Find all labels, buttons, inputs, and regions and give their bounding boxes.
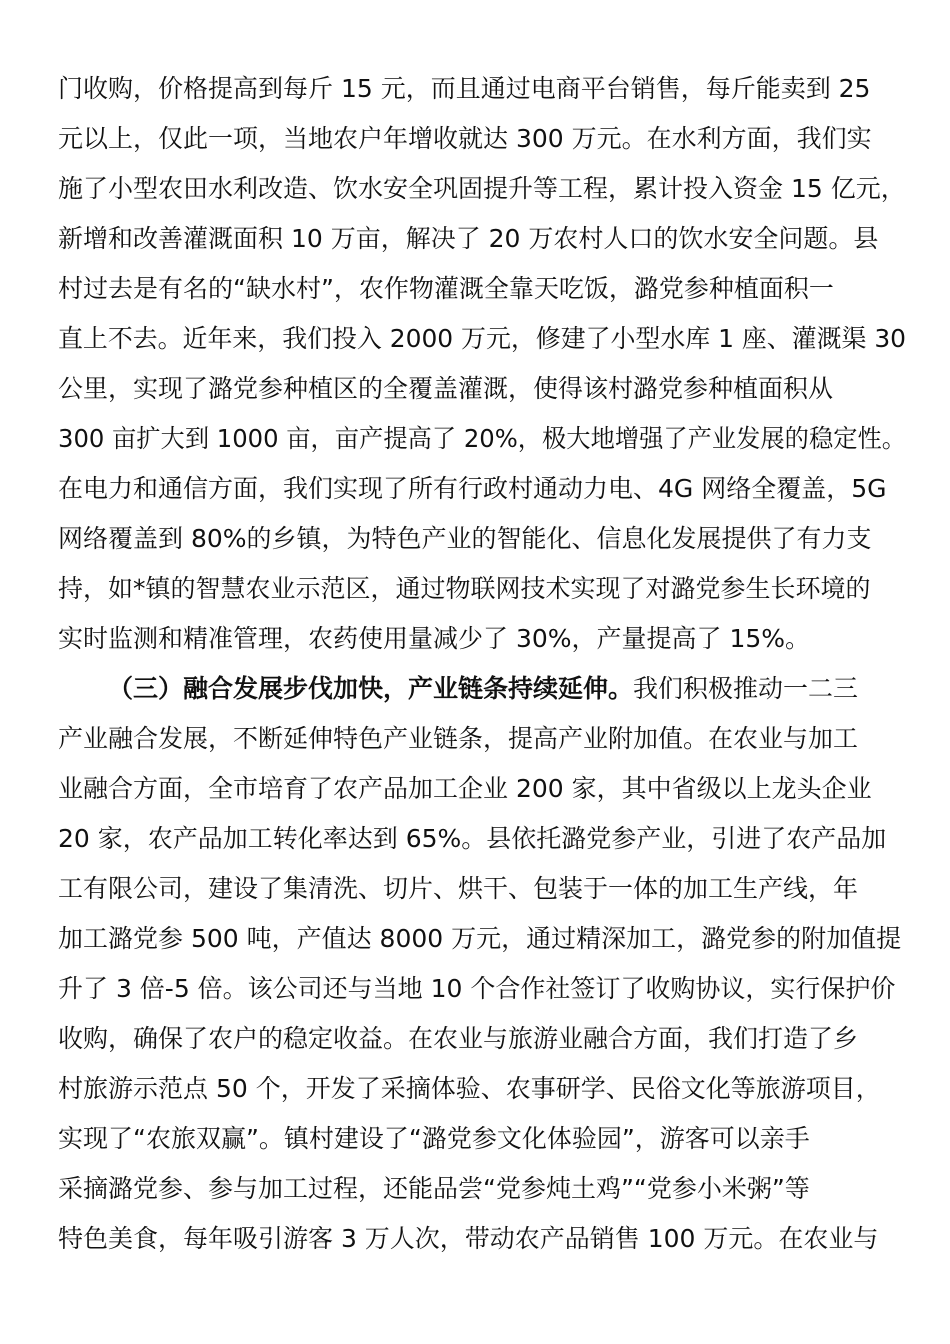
text-line [58,514,906,564]
text-line [58,564,906,614]
text-line [58,1164,906,1214]
text-line [58,1014,906,1064]
text-line-content: 门收购，价格提高到每斤 15 元，而且通过电商平台销售，每斤能卖到 25 [58,74,871,103]
text-line-content: 网络覆盖到 80%的乡镇，为特色产业的智能化、信息化发展提供了有力支 [58,524,872,553]
text-line [58,464,906,514]
text-line-content: 新增和改善灌溉面积 10 万亩，解决了 20 万农村人口的饮水安全问题。县 [58,224,879,253]
text-line-content: 产业融合发展，不断延伸特色产业链条，提高产业附加值。在农业与加工 [58,724,859,753]
text-line-content: 业融合方面，全市培育了农产品加工企业 200 家，其中省级以上龙头企业 [58,774,872,803]
text-line-content: 工有限公司，建设了集清洗、切片、烘干、包装于一体的加工生产线，年 [58,874,859,903]
text-line-content: 在电力和通信方面，我们实现了所有行政村通动力电、4G 网络全覆盖，5G [58,474,887,503]
text-line-content: 加工潞党参 500 吨，产值达 8000 万元，通过精深加工，潞党参的附加值提 [58,924,902,953]
text-line-content: 采摘潞党参、参与加工过程，还能品尝“党参炖土鸡”“党参小米粥”等 [58,1174,810,1203]
text-line-content: 直上不去。近年来，我们投入 2000 万元，修建了小型水库 1 座、灌溉渠 30 [58,324,907,353]
text-line-content: 元以上，仅此一项，当地农户年增收就达 300 万元。在水利方面，我们实 [58,124,872,153]
text-line [58,964,906,1014]
text-line-content: 实时监测和精准管理，农药使用量减少了 30%，产量提高了 15%。 [58,624,811,653]
text-line [58,1214,906,1264]
text-line [58,914,906,964]
text-line [58,664,906,714]
text-line [58,314,906,364]
text-line-content: 施了小型农田水利改造、饮水安全巩固提升等工程，累计投入资金 15 亿元， [58,174,906,203]
document-page [58,64,906,1264]
text-line [58,1064,906,1114]
text-line-content: 20 家，农产品加工转化率达到 65%。县依托潞党参产业，引进了农产品加 [58,824,887,853]
text-line [58,64,906,114]
paragraph-first-line [108,664,858,714]
text-line [58,114,906,164]
text-line-content: 村旅游示范点 50 个，开发了采摘体验、农事研学、民俗文化等旅游项目， [58,1074,881,1103]
text-line [58,164,906,214]
text-line [58,364,906,414]
text-line-content: 我们积极推动一二三 [633,674,859,703]
text-line-content: 升了 3 倍-5 倍。该公司还与当地 10 个合作社签订了收购协议，实行保护价 [58,974,896,1003]
paragraph-infrastructure [58,64,906,664]
text-line [58,214,906,264]
text-line [58,764,906,814]
text-line-content: 村过去是有名的“缺水村”，农作物灌溉全靠天吃饭，潞党参种植面积一 [58,274,834,303]
text-line-content: 特色美食，每年吸引游客 3 万人次，带动农产品销售 100 万元。在农业与 [58,1224,879,1253]
text-line [58,864,906,914]
text-line [58,414,906,464]
text-line [58,264,906,314]
text-line [58,814,906,864]
text-line [58,1114,906,1164]
text-line [58,614,906,664]
section-heading: （三）融合发展步伐加快，产业链条持续延伸。 [108,674,634,703]
text-line-content: 300 亩扩大到 1000 亩，亩产提高了 20%，极大地增强了产业发展的稳定性。 [58,424,907,453]
text-line-content: 公里，实现了潞党参种植区的全覆盖灌溉，使得该村潞党参种植面积从 [58,374,834,403]
text-line-content: 收购，确保了农户的稳定收益。在农业与旅游业融合方面，我们打造了乡 [58,1024,859,1053]
text-line-content: 实现了“农旅双赢”。镇村建设了“潞党参文化体验园”，游客可以亲手 [58,1124,810,1153]
text-line [58,714,906,764]
text-line-content: 持，如*镇的智慧农业示范区，通过物联网技术实现了对潞党参生长环境的 [58,574,871,603]
paragraph-integration [58,664,906,1264]
